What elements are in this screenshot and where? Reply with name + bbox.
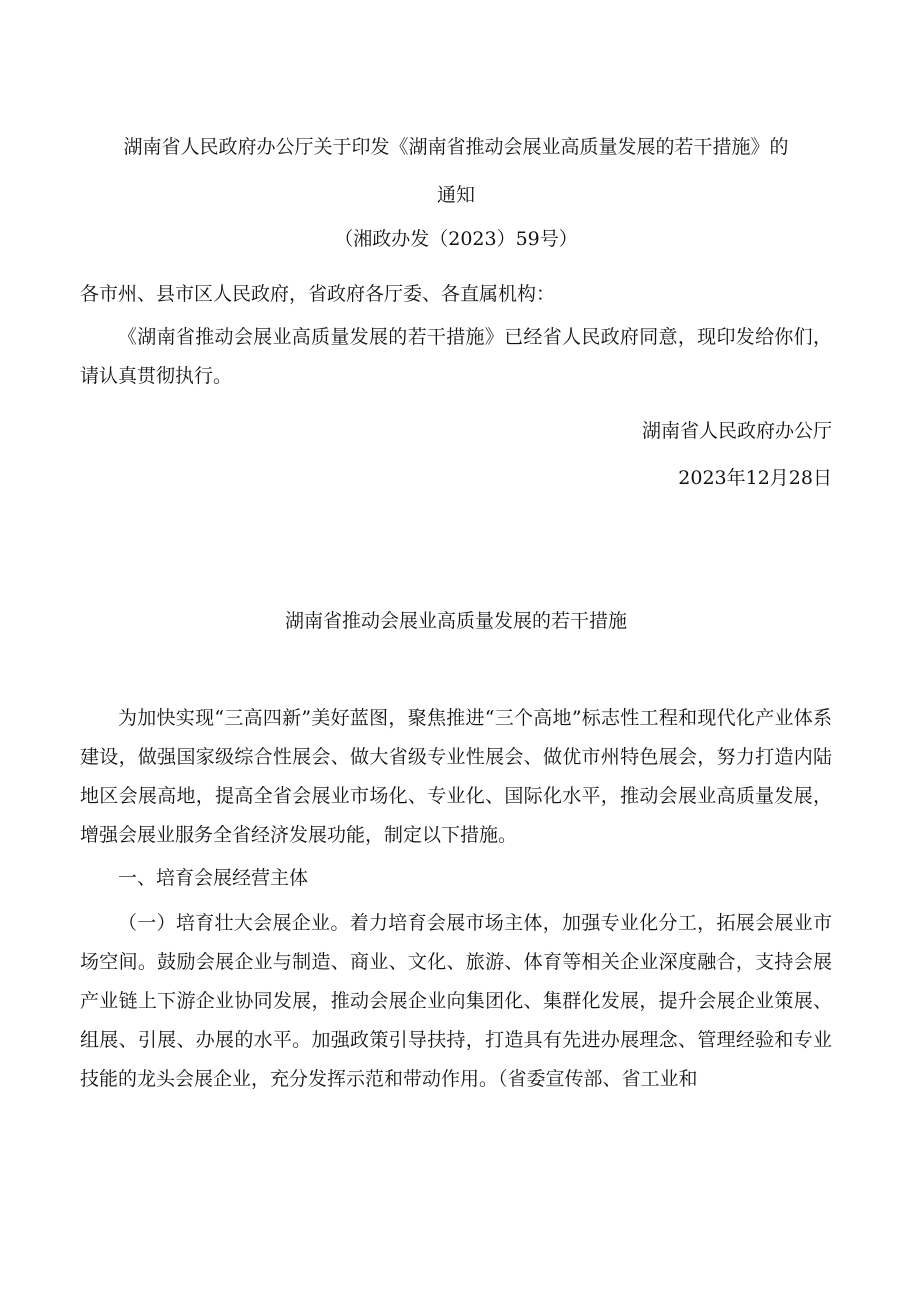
measures-title: 湖南省推动会展业高质量发展的若干措施: [284, 610, 627, 632]
document-number: （湘政办发（2023）59号）: [334, 228, 578, 250]
document-content: [80, 128, 832, 1099]
issuer-signature: 湖南省人民政府办公厅: [641, 420, 832, 442]
notice-body: 《湖南省推动会展业高质量发展的若干措施》已经省人民政府同意，现印发给你们，请认真贯彻执行。: [80, 326, 832, 387]
issue-date: 2023年12月28日: [678, 467, 832, 489]
section-heading-1: 一、培育会展经营主体: [118, 867, 309, 889]
item-1-paragraph: （一）培育壮大会展企业。着力培育会展市场主体，加强专业化分工，拓展会展业市场空间。鼓励会展企业与制造、商业、文化、旅游、体育等相关企业深度融合，支持会展产业链上下游企业协同发展，推动会展企业向集团化、集群化发展，提升会展企业策展、组展、引展、办展的水平。加强政策引导扶持，打造具有先进办展理念、管理经验和专业技能的龙头会展企业，充分发挥示范和带动作用。（省委宣传部、省工业和: [80, 912, 832, 1090]
notice-title-line-1: 湖南省人民政府办公厅关于印发《湖南省推动会展业高质量发展的若干措施》的: [123, 136, 789, 158]
notice-title-line-2: 通知: [436, 184, 475, 206]
measures-intro-paragraph: 为加快实现“三高四新”美好蓝图，聚焦推进“三个高地”标志性工程和现代化产业体系建设，做强国家级综合性展会、做大省级专业性展会、做优市州特色展会，努力打造内陆地区会展高地，提高全省会展业市场化、专业化、国际化水平，推动会展业高质量发展，增强会展业服务全省经济发展功能，制定以下措施。: [80, 707, 832, 846]
recipients-line: 各市州、县市区人民政府，省政府各厅委、各直属机构：: [80, 283, 556, 305]
